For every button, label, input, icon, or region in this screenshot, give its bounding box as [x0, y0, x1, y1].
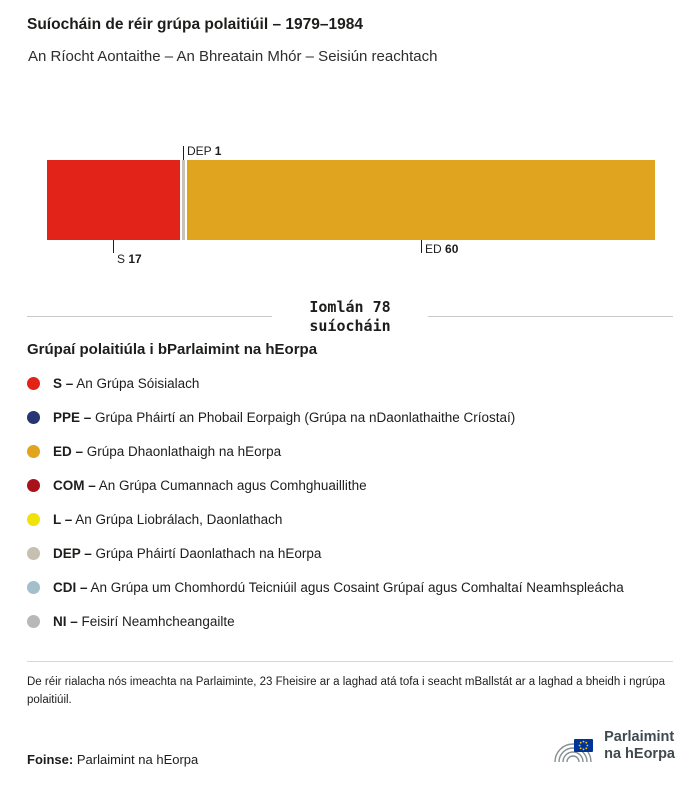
total-seats-divider: [27, 298, 673, 336]
legend-item: [27, 468, 677, 502]
bar-segment-ed: [187, 160, 655, 240]
legend-item-label: PPE – Grúpa Pháirtí an Phobail Eorpaigh (Grúpa na nDaonlathaithe Críostaí): [53, 409, 516, 425]
bar-label-ed: ED 60: [425, 242, 459, 256]
divider-line-left: [27, 316, 272, 317]
eu-flag-icon: [574, 739, 593, 752]
bar-label-dep: DEP 1: [187, 144, 222, 158]
legend-item-label: ED – Grúpa Dhaonlathaigh na hEorpa: [53, 443, 282, 459]
divider-line-right: [428, 316, 673, 317]
legend-dot: [27, 479, 40, 492]
european-parliament-logo: [550, 726, 675, 766]
bar-label-s: S 17: [117, 252, 142, 266]
legend-dot: [27, 615, 40, 628]
legend-item: [27, 536, 677, 570]
legend-dot: [27, 411, 40, 424]
logo-line1: Parlaimint: [604, 729, 675, 746]
legend-item: [27, 434, 677, 468]
legend-item-label: S – An Grúpa Sóisialach: [53, 375, 200, 391]
legend-item-label: COM – An Grúpa Cumannach agus Comhghuaillithe: [53, 477, 367, 493]
legend-item: [27, 604, 677, 638]
legend-dot: [27, 377, 40, 390]
source-line: [27, 752, 198, 767]
legend-item: [27, 400, 677, 434]
bar-label-tick: [113, 240, 114, 253]
total-seats-line1: Iomlán 78: [309, 298, 391, 316]
legend-item: [27, 502, 677, 536]
legend-dot: [27, 547, 40, 560]
legend-item-label: L – An Grúpa Liobrálach, Daonlathach: [53, 511, 283, 527]
legend-item: [27, 570, 677, 604]
footnote-text: De réir rialacha nós imeachta na Parlaiminte, 23 Fheisire ar a laghad atá tofa i seacht mBallstát ar a laghad a bheidh i ngrúpa polaitiúil.: [27, 661, 673, 710]
source-label: Foinse:: [27, 752, 74, 767]
total-seats-line2: suíocháin: [309, 316, 391, 335]
legend-dot: [27, 513, 40, 526]
bar-segment-dep: [182, 160, 186, 240]
bar-label-tick: [183, 146, 184, 160]
legend-heading: Grúpaí polaitiúla i bParlaimint na hEorpa: [27, 341, 318, 358]
hemicycle-icon: [550, 726, 596, 766]
legend-item-label: DEP – Grúpa Pháirtí Daonlathach na hEorpa: [53, 545, 322, 561]
legend-list: [27, 366, 677, 638]
page-title: Suíocháin de réir grúpa polaitiúil – 1979–1984: [27, 16, 363, 33]
legend-item: [27, 366, 677, 400]
source-text: Parlaimint na hEorpa: [76, 752, 199, 767]
page-subtitle: An Ríocht Aontaithe – An Bhreatain Mhór – Seisiún reachtach: [28, 48, 438, 65]
legend-item-label: NI – Feisirí Neamhcheangailte: [53, 613, 235, 629]
seat-distribution-chart: [47, 140, 655, 272]
legend-dot: [27, 445, 40, 458]
total-seats-label: [272, 298, 428, 336]
legend-item-label: CDI – An Grúpa um Chomhordú Teicniúil agus Cosaint Grúpaí agus Comhaltaí Neamhspleácha: [53, 579, 624, 595]
bar-label-tick: [421, 240, 422, 253]
bar-segment-s: [47, 160, 180, 240]
logo-text: [604, 729, 675, 762]
legend-dot: [27, 581, 40, 594]
logo-line2: na hEorpa: [604, 746, 675, 762]
